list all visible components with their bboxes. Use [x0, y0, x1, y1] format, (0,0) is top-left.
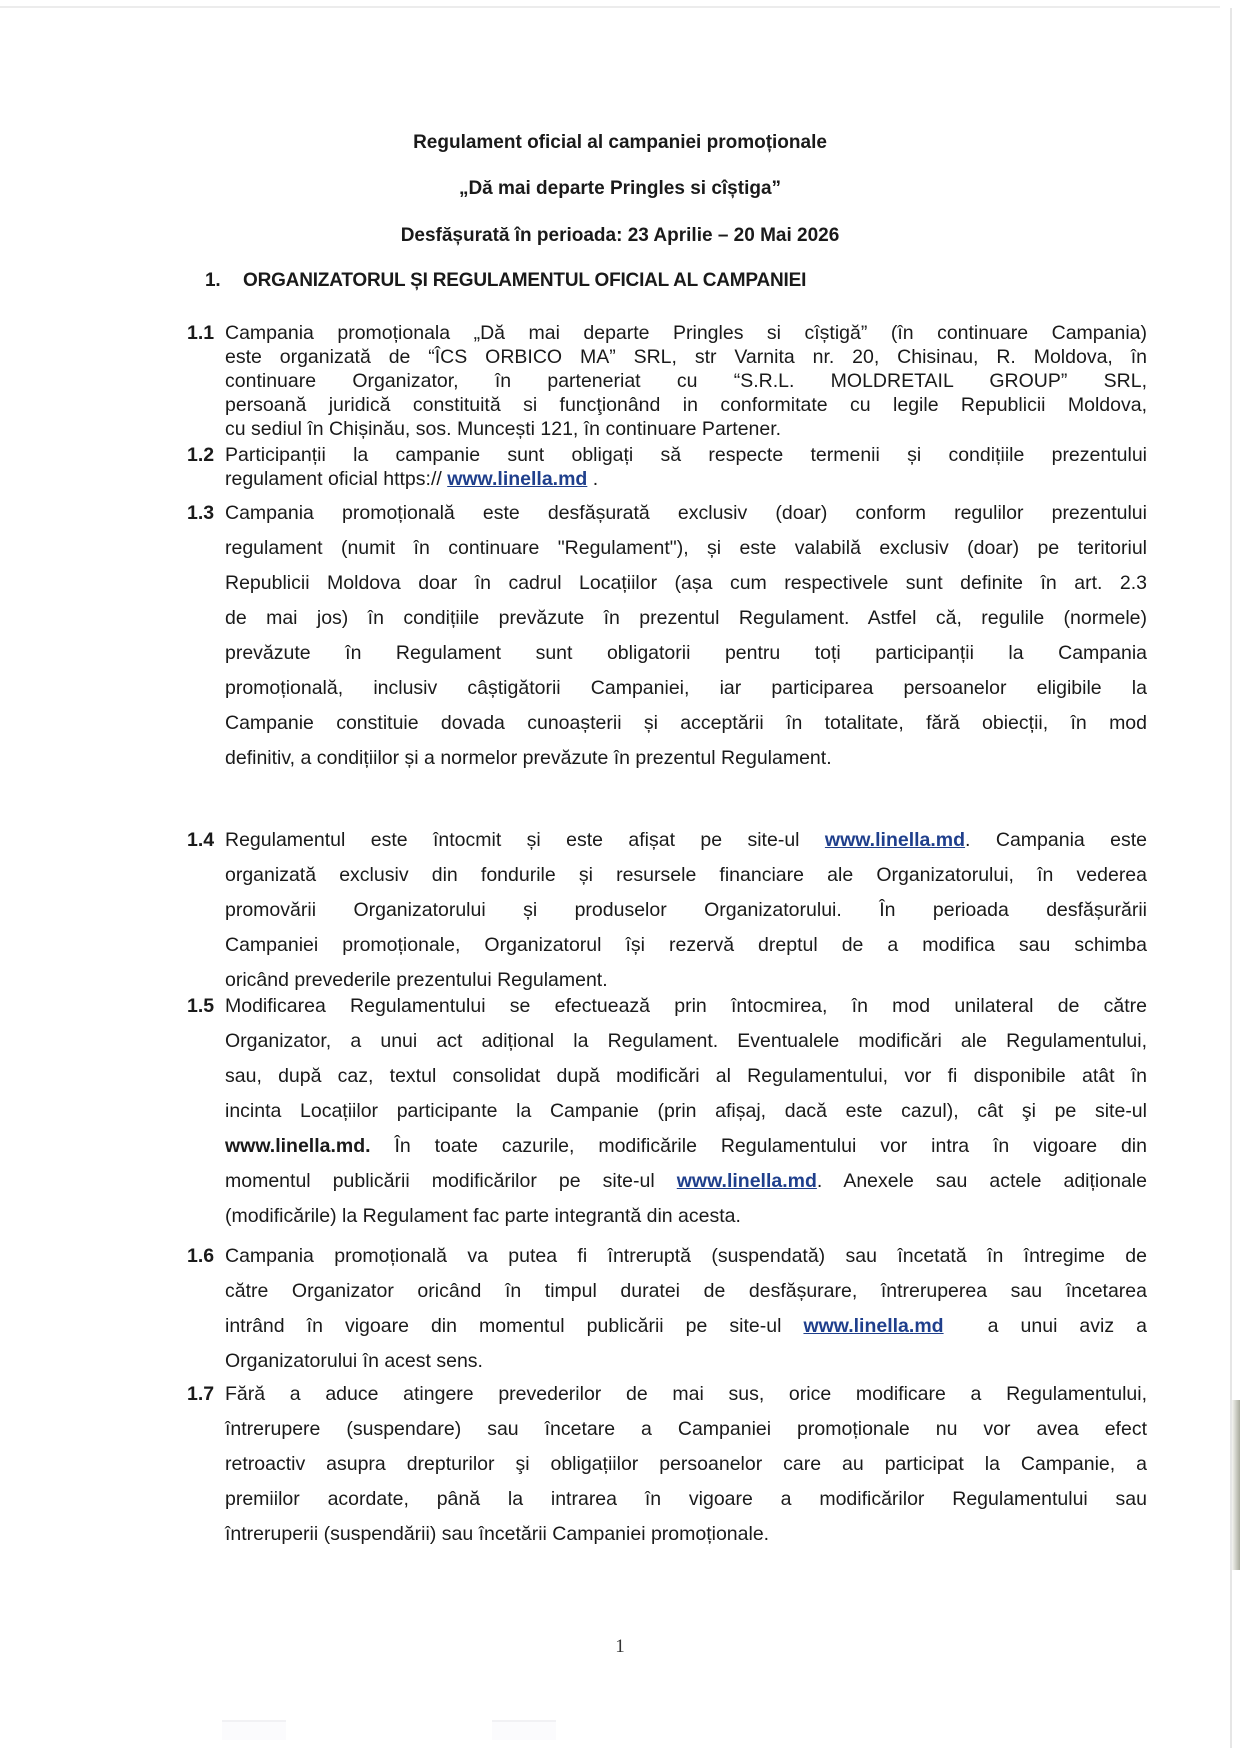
clause-line: Campania promoțională va putea fi întreruptă (suspendată) sau încetată în întregime de — [225, 1245, 1147, 1267]
clause-number: 1.3 — [187, 502, 215, 524]
clause-number: 1.6 — [187, 1245, 215, 1267]
clause-line: prevăzute în Regulament sunt obligatorii pentru toți participanții la Campania — [225, 642, 1147, 664]
clause-line — [187, 1170, 1147, 1205]
clause-1-7 — [187, 1383, 1147, 1558]
linella-link[interactable]: www.linella.md — [676, 1170, 817, 1192]
clause-line: Campania promoționala „Dă mai departe Pringles si cîștigă” (în continuare Campania) — [225, 322, 1147, 344]
clause-line: retroactiv asupra drepturilor şi obligațiilor persoanelor care au participat la Campanie, a — [225, 1453, 1147, 1475]
clause-line: către Organizator oricând în timpul duratei de desfășurare, întreruperea sau încetarea — [225, 1280, 1147, 1302]
linella-bold-text: www.linella.md. — [225, 1135, 371, 1157]
scan-top-edge — [0, 6, 1220, 8]
clause-line — [187, 1315, 1147, 1350]
clause-line: de mai jos) în condițiile prevăzute în prezentul Regulament. Astfel că, regulile (normele) — [225, 607, 1147, 629]
clause-line: este organizată de “ÎCS ORBICO MA” SRL, str Varnita nr. 20, Chisinau, R. Moldova, în — [225, 346, 1147, 368]
clause-line: definitiv, a condițiilor și a normelor prevăzute în prezentul Regulament. — [225, 747, 832, 769]
clause-1-5 — [187, 995, 1147, 1240]
clause-line: Campaniei promoționale, Organizatorul își rezervă dreptul de a modifica sau schimba — [225, 934, 1147, 956]
clause-line: organizată exclusiv din fondurile și resursele financiare ale Organizatorului, în vederea — [225, 864, 1147, 886]
clause-1-4 — [187, 829, 1147, 1004]
clause-line — [187, 829, 1147, 864]
clause-1-6 — [187, 1245, 1147, 1385]
document-title: Regulament oficial al campaniei promoționale — [413, 132, 827, 153]
clause-line: promovării Organizatorului și produselor Organizatorului. În perioada desfășurării — [225, 899, 1147, 921]
clause-1-2 — [187, 444, 1147, 492]
clause-line: regulament (numit în continuare "Regulament"), și este valabilă exclusiv (doar) pe teritoriul — [225, 537, 1147, 559]
clause-text: . Campania este — [965, 829, 1148, 851]
clause-text: a unui aviz a — [943, 1315, 1147, 1337]
clause-line: Organizatorului în acest sens. — [225, 1350, 483, 1372]
clause-line: Campanie constituie dovada cunoașterii și acceptării în totalitate, fără obiecții, în mod — [225, 712, 1147, 734]
clause-line: sau, după caz, textul consolidat după modificări al Regulamentului, vor fi disponibile atât în — [225, 1065, 1147, 1087]
clause-number: 1.7 — [187, 1383, 215, 1405]
clause-number: 1.2 — [187, 444, 215, 466]
clause-line: întrerupere (suspendare) sau încetare a Campaniei promoționale nu vor avea efect — [225, 1418, 1147, 1440]
clause-line: premiilor acordate, până la intrarea în vigoare a modificărilor Regulamentului sau — [225, 1488, 1147, 1510]
clause-line: Participanții la campanie sunt obligați să respecte termenii și condițiile prezentului — [225, 444, 1147, 466]
clause-1-1 — [187, 322, 1147, 442]
clause-line: oricând prevederile prezentului Regulament. — [225, 969, 608, 991]
clause-line: continuare Organizator, în parteneriat cu “S.R.L. MOLDRETAIL GROUP” SRL, — [225, 370, 1147, 392]
clause-number: 1.4 — [187, 829, 215, 851]
clause-line: cu sediul în Chișinău, sos. Muncești 121, în continuare Partener. — [225, 418, 782, 440]
clause-text: regulament oficial https:// — [225, 468, 448, 490]
campaign-name: „Dă mai departe Pringles si cîștiga” — [458, 178, 782, 199]
clause-number: 1.5 — [187, 995, 215, 1017]
clause-text: momentul publicării modificărilor pe site-ul — [225, 1170, 677, 1192]
section-number: 1. — [205, 270, 221, 291]
clause-1-3 — [187, 502, 1147, 782]
campaign-period: Desfășurată în perioada: 23 Aprilie – 20 Mai 2026 — [400, 225, 840, 246]
section-heading — [205, 270, 806, 292]
clause-text: . Anexele sau actele adiționale — [816, 1170, 1147, 1192]
clause-line: întreruperii (suspendării) sau încetării Campaniei promoționale. — [225, 1523, 770, 1545]
clause-line: Modificarea Regulamentului se efectuează prin întocmirea, în mod unilateral de către — [225, 995, 1147, 1017]
clause-text: . — [587, 468, 599, 490]
clause-line: persoană juridică constituită si funcţionând in conformitate cu legile Republicii Moldova, — [225, 394, 1147, 416]
clause-line: promoțională, inclusiv câștigătorii Campaniei, iar participarea persoanelor eligibile la — [225, 677, 1147, 699]
clause-text: intrând în vigoare din momentul publicării pe site-ul — [225, 1315, 804, 1337]
linella-link[interactable]: www.linella.md — [824, 829, 966, 851]
scan-shadow — [1232, 1400, 1240, 1570]
clause-text: În toate cazurile, modificările Regulamentului vor intra în vigoare din — [370, 1135, 1147, 1157]
clause-line: Fără a aduce atingere prevederilor de mai sus, orice modificare a Regulamentului, — [225, 1383, 1147, 1405]
clause-line — [187, 468, 1147, 492]
section-title-text: ORGANIZATORUL ȘI REGULAMENTUL OFICIAL AL CAMPANIEI — [243, 270, 807, 291]
clause-text: Regulamentul este întocmit și este afișat pe site-ul — [225, 829, 825, 851]
linella-link[interactable]: www.linella.md — [447, 468, 588, 490]
scan-artifact — [222, 1720, 286, 1740]
clause-number: 1.1 — [187, 322, 215, 344]
scan-artifact — [492, 1720, 556, 1740]
clause-line: Republicii Moldova doar în cadrul Locațiilor (așa cum respectivele sunt definite în art. 2.3 — [225, 572, 1147, 594]
clause-line: Campania promoțională este desfășurată exclusiv (doar) conform regulilor prezentului — [225, 502, 1147, 524]
clause-line: incinta Locațiilor participante la Campanie (prin afișaj, dacă este cazul), cât şi pe site-ul — [225, 1100, 1147, 1122]
clause-line — [187, 1135, 1147, 1170]
clause-line: Organizator, a unui act adițional la Regulament. Eventualele modificări ale Regulamentului, — [225, 1030, 1147, 1052]
linella-link[interactable]: www.linella.md — [803, 1315, 944, 1337]
clause-line: (modificările) la Regulament fac parte integrantă din acesta. — [225, 1205, 741, 1227]
page-number: 1 — [615, 1636, 625, 1657]
